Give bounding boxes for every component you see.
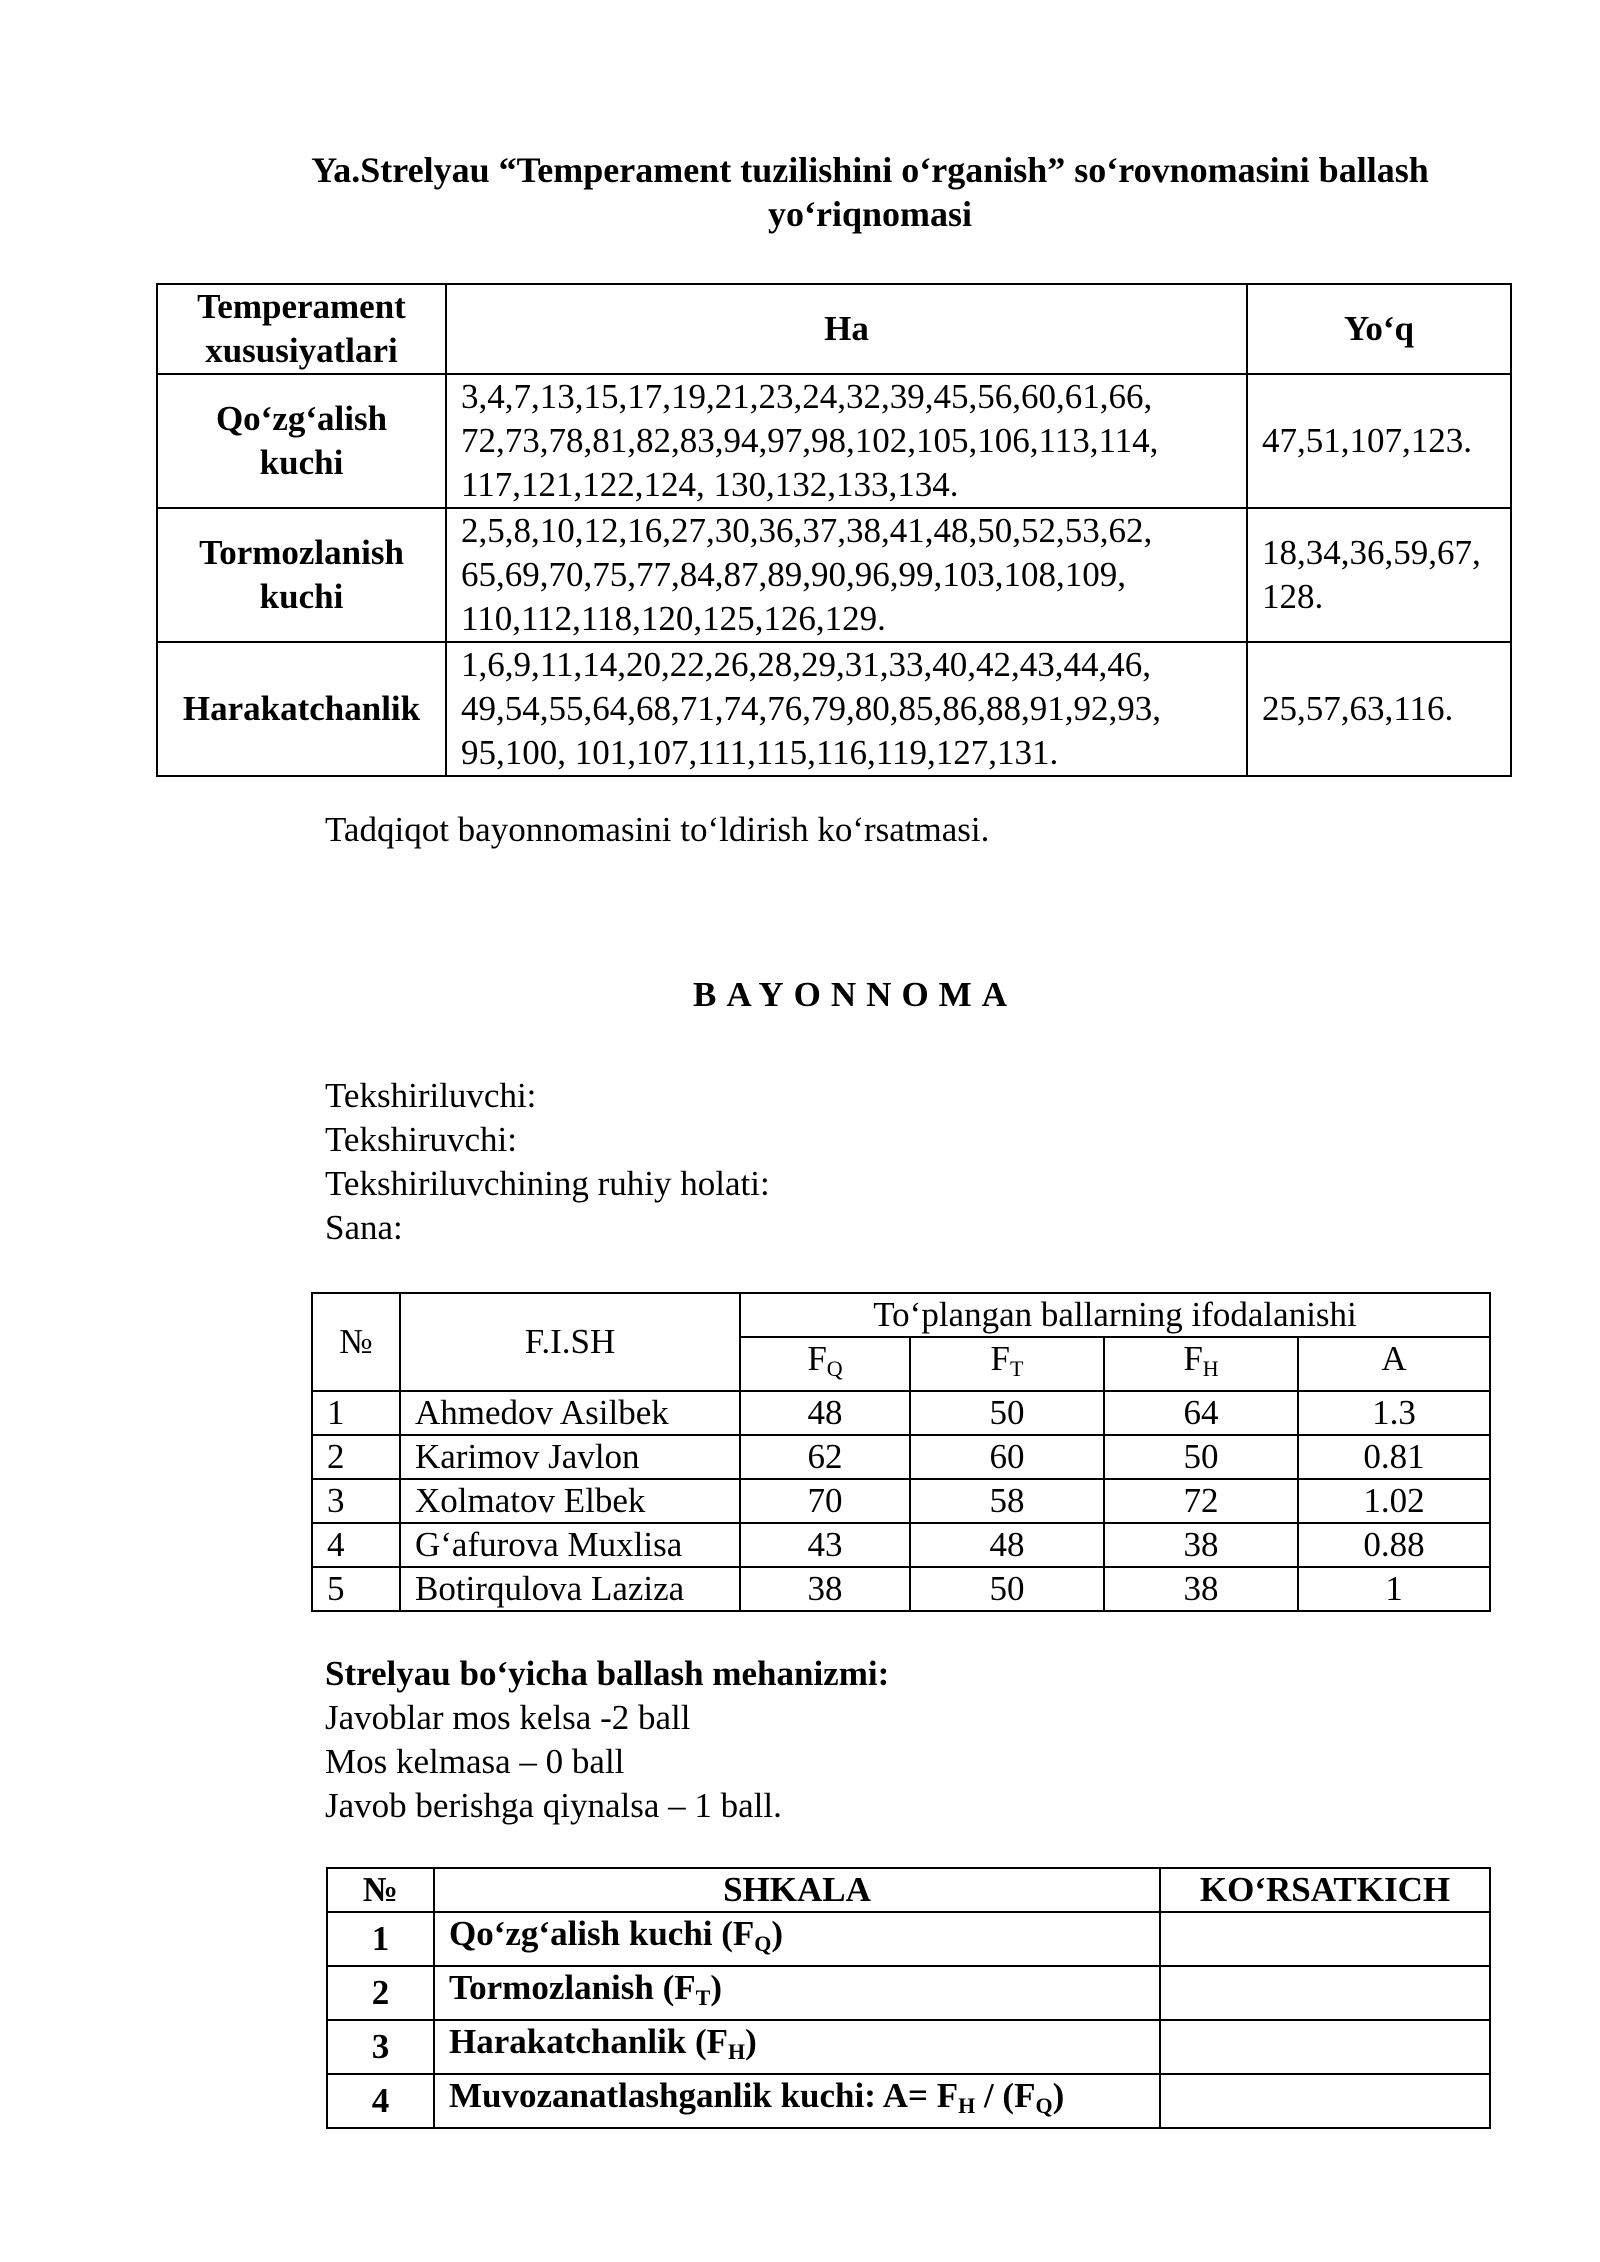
scale-label: Muvozanatlashganlik kuchi: $A= F_H / (F_Q)$	[434, 2074, 1160, 2128]
row-fq: 38	[740, 1567, 910, 1611]
yoq-line: 18,34,36,59,67,	[1262, 533, 1481, 572]
scale-no: 1	[327, 1912, 434, 1966]
document-title	[230, 148, 1510, 236]
row-fh: 64	[1104, 1391, 1298, 1435]
header-no: №	[327, 1868, 434, 1912]
row-fh: 38	[1104, 1523, 1298, 1567]
instruction-text: Tadqiqot bayonnomasini to‘ldirish ko‘rsatmasi.	[325, 810, 990, 849]
ha-line: 49,54,55,64,68,71,74,76,79,80,85,86,88,91,92,93,	[461, 689, 1161, 728]
table-row	[312, 1567, 1490, 1611]
row-no: 5	[312, 1567, 400, 1611]
feature-label: kuchi	[259, 577, 344, 616]
row-fh: 38	[1104, 1567, 1298, 1611]
row-fq: 62	[740, 1435, 910, 1479]
row-fh: 50	[1104, 1435, 1298, 1479]
row-name: Karimov Javlon	[400, 1435, 740, 1479]
yoq-line: 47,51,107,123.	[1262, 421, 1472, 460]
row-ft: 60	[910, 1435, 1104, 1479]
header-fq: $F_Q$	[740, 1337, 910, 1391]
row-name: Xolmatov Elbek	[400, 1479, 740, 1523]
scale-value	[1160, 2020, 1490, 2074]
row-a: 1.3	[1298, 1391, 1490, 1435]
row-fq: 70	[740, 1479, 910, 1523]
protocol-fields	[325, 1074, 770, 1250]
scale-value	[1160, 1966, 1490, 2020]
row-no: 2	[312, 1435, 400, 1479]
row-ft: 48	[910, 1523, 1104, 1567]
row-no: 4	[312, 1523, 400, 1567]
scale-value	[1160, 1912, 1490, 1966]
header-name: F.I.SH	[400, 1293, 740, 1391]
row-fq: 43	[740, 1523, 910, 1567]
ha-line: 72,73,78,81,82,83,94,97,98,102,105,106,113,114,	[461, 421, 1159, 460]
row-name: Botirqulova Laziza	[400, 1567, 740, 1611]
row-a: 0.81	[1298, 1435, 1490, 1479]
feature-cell	[157, 642, 446, 776]
title-line-1: Ya.Strelyau “Temperament tuzilishini o‘rganish” so‘rovnomasini ballash	[311, 150, 1429, 190]
header-temperament: Temperament xususiyatlari	[157, 284, 446, 374]
ha-cell	[446, 508, 1247, 642]
header-a: A	[1298, 1337, 1490, 1391]
yoq-line: 25,57,63,116.	[1262, 689, 1454, 728]
scale-label: Tormozlanish $(F_T)$	[434, 1966, 1160, 2020]
row-a: 0.88	[1298, 1523, 1490, 1567]
table-header-row	[327, 1868, 1490, 1912]
row-fh: 72	[1104, 1479, 1298, 1523]
yoq-cell	[1247, 374, 1511, 508]
row-no: 3	[312, 1479, 400, 1523]
scale-no: 3	[327, 2020, 434, 2074]
row-a: 1	[1298, 1567, 1490, 1611]
header-fh: $F_H$	[1104, 1337, 1298, 1391]
scale-value	[1160, 2074, 1490, 2128]
feature-label: kuchi	[259, 443, 344, 482]
table-row	[312, 1391, 1490, 1435]
ha-line: 110,112,118,120,125,126,129.	[461, 599, 886, 638]
scale-label: Qo‘zg‘alish kuchi $(F_Q)$	[434, 1912, 1160, 1966]
row-ft: 58	[910, 1479, 1104, 1523]
ha-line: 65,69,70,75,77,84,87,89,90,96,99,103,108,109,	[461, 555, 1126, 594]
header-indicator: KO‘RSATKICH	[1160, 1868, 1490, 1912]
feature-cell	[157, 374, 446, 508]
title-line-2: yo‘riqnomasi	[767, 194, 972, 234]
scale-label: Harakatchanlik $(F_H)$	[434, 2020, 1160, 2074]
mechanism-heading: Strelyau bo‘yicha ballash mehanizmi:	[325, 1654, 890, 1693]
scoring-key-table	[156, 283, 1512, 777]
feature-cell	[157, 508, 446, 642]
yoq-line: 128.	[1262, 577, 1324, 616]
mechanism-line: Mos kelmasa – 0 ball	[325, 1742, 625, 1781]
scoring-mechanism	[325, 1652, 889, 1828]
header-ft: $F_T$	[910, 1337, 1104, 1391]
ha-line: 1,6,9,11,14,20,22,26,28,29,31,33,40,42,43,44,46,	[461, 645, 1151, 684]
yoq-cell	[1247, 508, 1511, 642]
ha-line: 95,100, 101,107,111,115,116,119,127,131.	[461, 733, 1059, 772]
feature-label: Qo‘zg‘alish	[215, 399, 388, 438]
header-scale: SHKALA	[434, 1868, 1160, 1912]
field-subject: Tekshiriluvchi:	[325, 1076, 537, 1115]
ha-cell	[446, 642, 1247, 776]
ha-line: 117,121,122,124, 130,132,133,134.	[461, 465, 959, 504]
ha-line: 3,4,7,13,15,17,19,21,23,24,32,39,45,56,60,61,66,	[461, 377, 1153, 416]
table-header-row	[312, 1293, 1490, 1337]
row-fq: 48	[740, 1391, 910, 1435]
table-row	[327, 2020, 1490, 2074]
mechanism-line: Javoblar mos kelsa -2 ball	[325, 1698, 691, 1737]
scale-no: 4	[327, 2074, 434, 2128]
yoq-cell	[1247, 642, 1511, 776]
header-ha: Ha	[446, 284, 1247, 374]
results-table	[311, 1292, 1491, 1612]
field-examiner: Tekshiruvchi:	[325, 1120, 517, 1159]
row-no: 1	[312, 1391, 400, 1435]
row-ft: 50	[910, 1567, 1104, 1611]
table-row	[157, 374, 1511, 508]
scale-no: 2	[327, 1966, 434, 2020]
feature-label: Tormozlanish	[199, 533, 404, 572]
feature-label: Harakatchanlik	[182, 689, 421, 728]
scale-table	[326, 1867, 1491, 2129]
header-no: №	[312, 1293, 400, 1391]
table-row	[312, 1523, 1490, 1567]
header-yoq: Yo‘q	[1247, 284, 1511, 374]
row-name: G‘afurova Muxlisa	[400, 1523, 740, 1567]
field-date: Sana:	[325, 1208, 403, 1247]
row-ft: 50	[910, 1391, 1104, 1435]
ha-line: 2,5,8,10,12,16,27,30,36,37,38,41,48,50,52,53,62,	[461, 511, 1153, 550]
ha-cell	[446, 374, 1247, 508]
table-header-row	[157, 284, 1511, 374]
table-row	[327, 1912, 1490, 1966]
table-row	[312, 1435, 1490, 1479]
table-row	[157, 642, 1511, 776]
table-row	[157, 508, 1511, 642]
header-scores-group: To‘plangan ballarning ifodalanishi	[740, 1293, 1490, 1337]
field-state: Tekshiriluvchining ruhiy holati:	[325, 1164, 770, 1203]
mechanism-line: Javob berishga qiynalsa – 1 ball.	[325, 1786, 782, 1825]
table-row	[312, 1479, 1490, 1523]
table-row	[327, 1966, 1490, 2020]
bayonnoma-heading: BAYONNOMA	[693, 975, 1017, 1014]
row-a: 1.02	[1298, 1479, 1490, 1523]
row-name: Ahmedov Asilbek	[400, 1391, 740, 1435]
table-row	[327, 2074, 1490, 2128]
